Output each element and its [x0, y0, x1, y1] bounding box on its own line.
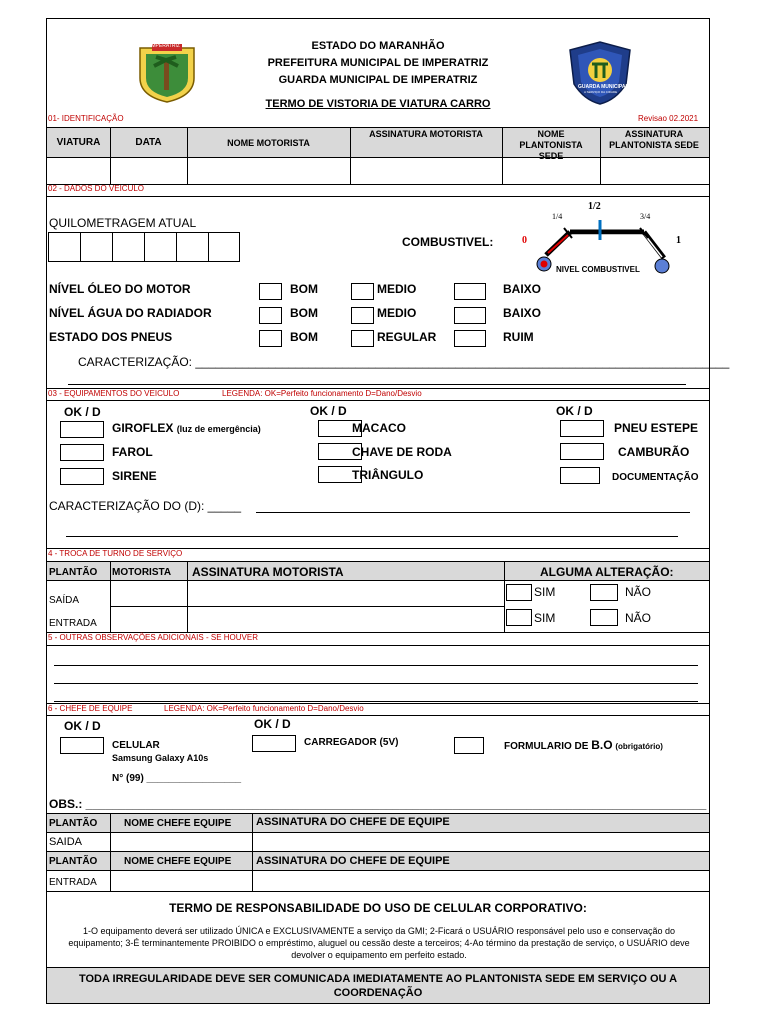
- fuel-full: 1: [676, 235, 681, 246]
- water-medio: MEDIO: [377, 306, 417, 320]
- col-assinatura-motorista: ASSINATURA MOTORISTA: [369, 129, 483, 139]
- odometer-boxes: [48, 232, 240, 262]
- col-assinatura-plantonista: ASSINATURA PLANTONISTA SEDE: [609, 129, 699, 150]
- sec6-okd-2: OK / D: [254, 717, 291, 731]
- tires-bom: BOM: [290, 330, 318, 344]
- oil-bom-box[interactable]: [259, 283, 282, 300]
- header-line3: GUARDA MUNICIPAL DE IMPERATRIZ: [278, 74, 478, 86]
- fuel-half: 1/2: [588, 201, 601, 212]
- saida-nao: NÃO: [625, 585, 652, 599]
- water-medio-box[interactable]: [351, 307, 374, 324]
- okd-col3: OK / D: [556, 404, 593, 418]
- celular-box[interactable]: [60, 737, 104, 754]
- giroflex-box[interactable]: [60, 421, 104, 438]
- sec6-okd-1: OK / D: [64, 719, 101, 733]
- sec4-col-assinatura: ASSINATURA MOTORISTA: [192, 565, 344, 579]
- odometer-label: QUILOMETRAGEM ATUAL: [49, 216, 197, 230]
- sirene-label: SIRENE: [112, 469, 157, 483]
- sec6-title: 6 - CHEFE DE EQUIPE: [48, 704, 133, 713]
- sec3-title: 03 - EQUIPAMENTOS DO VEICULO: [48, 389, 180, 398]
- caract-d-label: CARACTERIZAÇÃO DO (D): _____: [49, 499, 242, 513]
- documentacao-label: DOCUMENTAÇÃO: [612, 472, 699, 483]
- oil-baixo-box[interactable]: [454, 283, 486, 300]
- sec4-row-entrada: ENTRADA: [49, 618, 97, 629]
- sec4-col-motorista: MOTORISTA: [112, 567, 172, 578]
- chefe-saida-nome: NOME CHEFE EQUIPE: [124, 818, 232, 829]
- tires-ruim-box[interactable]: [454, 330, 486, 347]
- chefe-entrada-nome: NOME CHEFE EQUIPE: [124, 856, 232, 867]
- fuel-label: COMBUSTIVEL:: [402, 235, 494, 249]
- caracterizacao-line2[interactable]: [68, 384, 686, 385]
- fuel-quarter: 1/4: [552, 212, 563, 221]
- termo-text: 1-O equipamento deverá ser utilizado ÚNICA e EXCLUSIVAMENTE a serviço da GMI; 2-Ficará o USUÁRIO responsável pelo uso e conservação do equipamento; 3-É terminantemente PROIBIDO o empréstimo, aluguel ou cessão deste a terceiros; 4-Ao término da prestação de serviço, o USUÁRIO deve devolver o equipamento em perfeito estado.: [68, 926, 690, 960]
- sec2-title: 02 - DADOS DO VEICULO: [48, 184, 145, 193]
- fuel-caption: NIVEL COMBUSTIVEL: [556, 265, 640, 274]
- water-label: NÍVEL ÁGUA DO RADIADOR: [49, 306, 212, 320]
- saida-sim-box[interactable]: [506, 584, 532, 601]
- badge-text: GUARDA MUNICIPAL: [578, 84, 629, 90]
- col-data: DATA: [135, 137, 162, 148]
- form-title: TERMO DE VISTORIA DE VIATURA CARRO: [265, 98, 491, 110]
- celular-label: CELULAR: [112, 740, 160, 751]
- right-badge: [566, 40, 634, 106]
- header-line2: PREFEITURA MUNICIPAL DE IMPERATRIZ: [267, 57, 489, 69]
- water-bom: BOM: [290, 306, 318, 320]
- macaco-label: MACACO: [352, 421, 406, 435]
- giroflex-label: [112, 421, 261, 435]
- formulario-text: FORMULARIO DE: [504, 741, 592, 752]
- chefe-saida-plantao: PLANTÃO: [49, 818, 98, 829]
- tires-regular-box[interactable]: [351, 330, 374, 347]
- col-viatura: VIATURA: [56, 137, 101, 148]
- sec1-title: 01- IDENTIFICAÇÃO: [48, 114, 124, 123]
- header-line1: ESTADO DO MARANHÃO: [311, 40, 445, 52]
- oil-label: NÍVEL ÓLEO DO MOTOR: [49, 282, 191, 296]
- chefe-row-saida: SAIDA: [49, 836, 83, 848]
- okd-col1: OK / D: [64, 405, 101, 419]
- triangulo-label: TRIÂNGULO: [352, 468, 424, 482]
- giroflex-note: (luz de emergência): [176, 424, 261, 434]
- carregador-label: CARREGADOR (5V): [304, 737, 399, 748]
- oil-medio: MEDIO: [377, 282, 417, 296]
- oil-baixo: BAIXO: [503, 282, 542, 296]
- celular-model: Samsung Galaxy A10s: [112, 753, 209, 763]
- camburao-box[interactable]: [560, 443, 604, 460]
- celular-numero[interactable]: N° (99) _________________: [112, 773, 242, 784]
- revision: Revisao 02.2021: [638, 114, 699, 123]
- formulario-box[interactable]: [454, 737, 484, 754]
- fuel-empty: 0: [522, 235, 527, 246]
- sec4-col-alteracao: ALGUMA ALTERAÇÃO:: [540, 565, 674, 579]
- farol-label: FAROL: [112, 445, 153, 459]
- sec6-obs[interactable]: OBS.: _____________________________________________________________________________________________: [49, 797, 707, 811]
- left-seal-text: IMPERATRIZ: [150, 43, 180, 49]
- obs-line3[interactable]: [54, 701, 698, 702]
- footer-text: TODA IRREGULARIDADE DEVE SER COMUNICADA IMEDIATAMENTE AO PLANTONISTA SEDE EM SERVIÇO OU A COORDENAÇÃO: [78, 973, 678, 999]
- entrada-nao: NÃO: [625, 611, 652, 625]
- oil-bom: BOM: [290, 282, 318, 296]
- fuel-three-quarter: 3/4: [640, 212, 651, 221]
- saida-sim: SIM: [534, 585, 556, 599]
- termo-title: TERMO DE RESPONSABILIDADE DO USO DE CELULAR CORPORATIVO:: [169, 901, 587, 915]
- chefe-row-entrada: ENTRADA: [49, 877, 97, 888]
- farol-box[interactable]: [60, 444, 104, 461]
- obs-line2[interactable]: [54, 683, 698, 684]
- badge-sub: A SERVIÇO DA CIDADE: [584, 90, 618, 94]
- carregador-box[interactable]: [252, 735, 296, 752]
- caracterizacao-line[interactable]: CARACTERIZAÇÃO: ________________________________________________________________________________: [78, 355, 730, 369]
- entrada-sim: SIM: [534, 611, 556, 625]
- formulario-label: [504, 738, 663, 752]
- water-baixo-box[interactable]: [454, 307, 486, 324]
- pneu-estepe-label: PNEU ESTEPE: [614, 421, 699, 435]
- oil-medio-box[interactable]: [351, 283, 374, 300]
- documentacao-box[interactable]: [560, 467, 600, 484]
- chefe-saida-assinatura: ASSINATURA DO CHEFE DE EQUIPE: [256, 816, 450, 828]
- col-nome-plantonista: NOME PLANTONISTA SEDE: [519, 129, 583, 161]
- sec5-title: 5 - OUTRAS OBSERVAÇÕES ADICIONAIS - SE HOUVER: [48, 633, 258, 642]
- chefe-entrada-plantao: PLANTÃO: [49, 856, 98, 867]
- entrada-sim-box[interactable]: [506, 609, 532, 626]
- camburao-label: CAMBURÃO: [618, 445, 690, 459]
- saida-nao-box[interactable]: [590, 584, 618, 601]
- sec6-legend: LEGENDA: OK=Perfeito funcionamento D=Dano/Desvio: [164, 704, 364, 713]
- obrigatorio-text: (obrigatório): [615, 742, 663, 751]
- sec4-row-saida: SAÍDA: [49, 595, 80, 606]
- water-baixo: BAIXO: [503, 306, 542, 320]
- left-seal: [134, 42, 200, 104]
- chefe-entrada-assinatura: ASSINATURA DO CHEFE DE EQUIPE: [256, 855, 450, 867]
- caract-d-line1[interactable]: [256, 512, 690, 513]
- sec4-col-plantao: PLANTÃO: [49, 567, 98, 578]
- caract-d-line2[interactable]: [66, 536, 678, 537]
- obs-line1[interactable]: [54, 665, 698, 666]
- entrada-nao-box[interactable]: [590, 609, 618, 626]
- chave-roda-label: CHAVE DE RODA: [352, 445, 452, 459]
- tires-bom-box[interactable]: [259, 330, 282, 347]
- sec3-legend: LEGENDA: OK=Perfeito funcionamento D=Dano/Desvio: [222, 389, 422, 398]
- okd-col2: OK / D: [310, 404, 347, 418]
- tires-ruim: RUIM: [503, 330, 534, 344]
- sirene-box[interactable]: [60, 468, 104, 485]
- col-nome-motorista: NOME MOTORISTA: [227, 138, 310, 148]
- sec4-title: 4 - TROCA DE TURNO DE SERVIÇO: [48, 549, 183, 558]
- bo-text: B.O: [591, 738, 613, 752]
- pneu-estepe-box[interactable]: [560, 420, 604, 437]
- tires-label: ESTADO DOS PNEUS: [49, 330, 173, 344]
- giroflex-text: GIROFLEX: [112, 421, 174, 435]
- tires-regular: REGULAR: [377, 330, 437, 344]
- water-bom-box[interactable]: [259, 307, 282, 324]
- fuel-gauge: [514, 198, 694, 278]
